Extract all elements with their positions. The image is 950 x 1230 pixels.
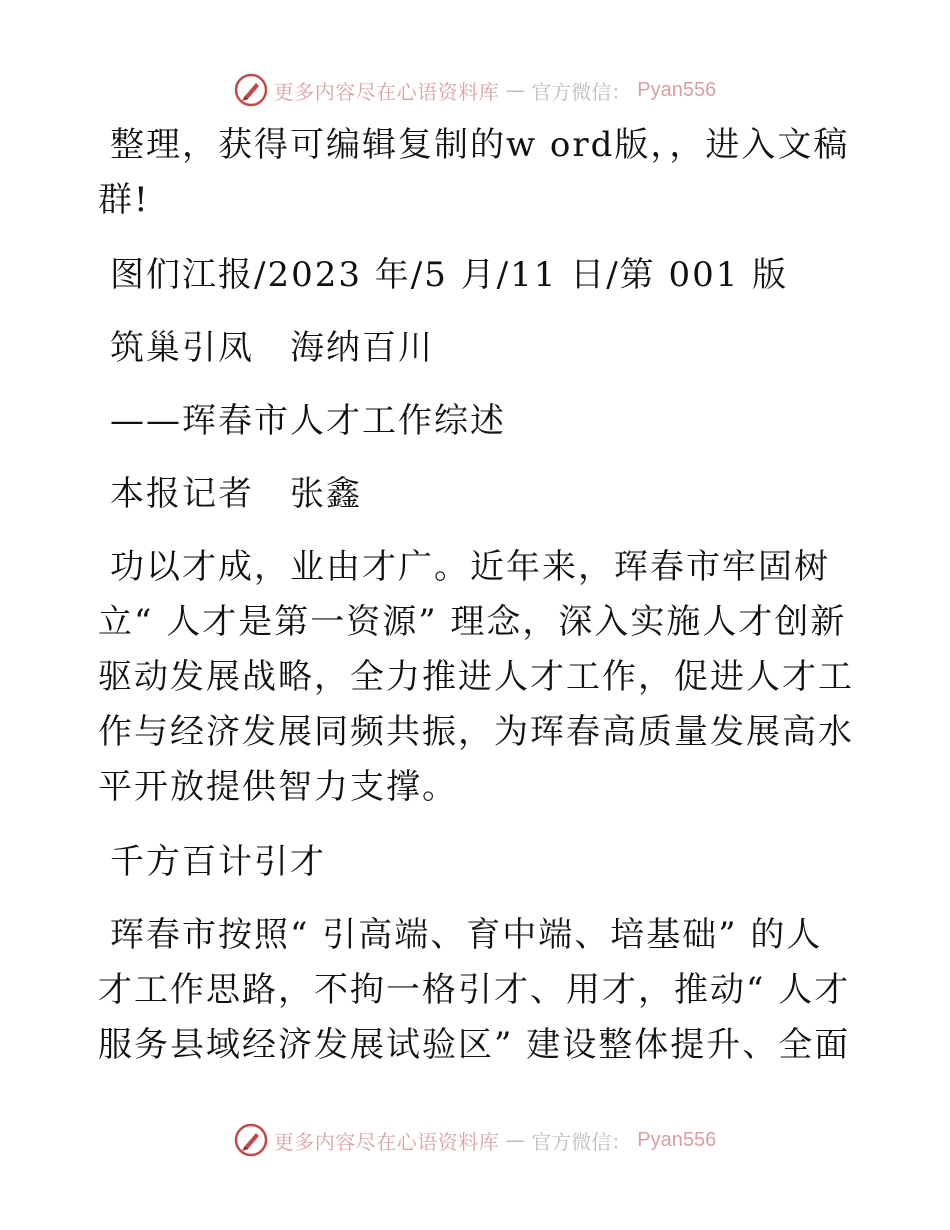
watermark-header [0, 70, 950, 110]
source-line: 图们江报/2023 年/5 月/11 日/第 001 版 [110, 255, 789, 295]
watermark-wechat-label: 官方微信： [531, 1129, 632, 1154]
watermark-footer [0, 1120, 950, 1160]
article-title: 筑巢引凤 海纳百川 [110, 328, 434, 368]
watermark-wechat-label: 官方微信： [531, 79, 632, 104]
section-heading: 千方百计引才 [110, 842, 326, 882]
watermark-separator: — [505, 78, 526, 102]
pen-logo-icon [234, 1123, 268, 1157]
paragraph-intro: 整理，获得可编辑复制的w ord版，，进入文稿群! [98, 125, 850, 220]
paragraph-lead: 功以才成，业由才广。近年来，珲春市牢固树立“ 人才是第一资源” 理念，深入实施人才创新驱动发展战略，全力推进人才工作，促进人才工作与经济发展同频共振，为珲春高质量发展高水平开放提供智力支撑。 [98, 547, 854, 807]
pen-logo-icon [234, 73, 268, 107]
byline: 本报记者 张鑫 [110, 474, 362, 514]
paragraph-body: 珲春市按照“ 引高端、育中端、培基础” 的人才工作思路，不拘一格引才、用才，推动“ 人才服务县域经济发展试验区” 建设整体提升、全面 [98, 915, 851, 1065]
watermark-separator: — [505, 1128, 526, 1152]
watermark-text: 更多内容尽在心语资料库 [273, 1129, 500, 1154]
document-body [98, 118, 858, 1093]
watermark-text: 更多内容尽在心语资料库 [273, 79, 500, 104]
watermark-wechat-id: Pyan556 [637, 1128, 717, 1151]
article-subtitle: ——珲春市人才工作综述 [110, 401, 506, 441]
watermark-wechat-id: Pyan556 [637, 78, 717, 101]
